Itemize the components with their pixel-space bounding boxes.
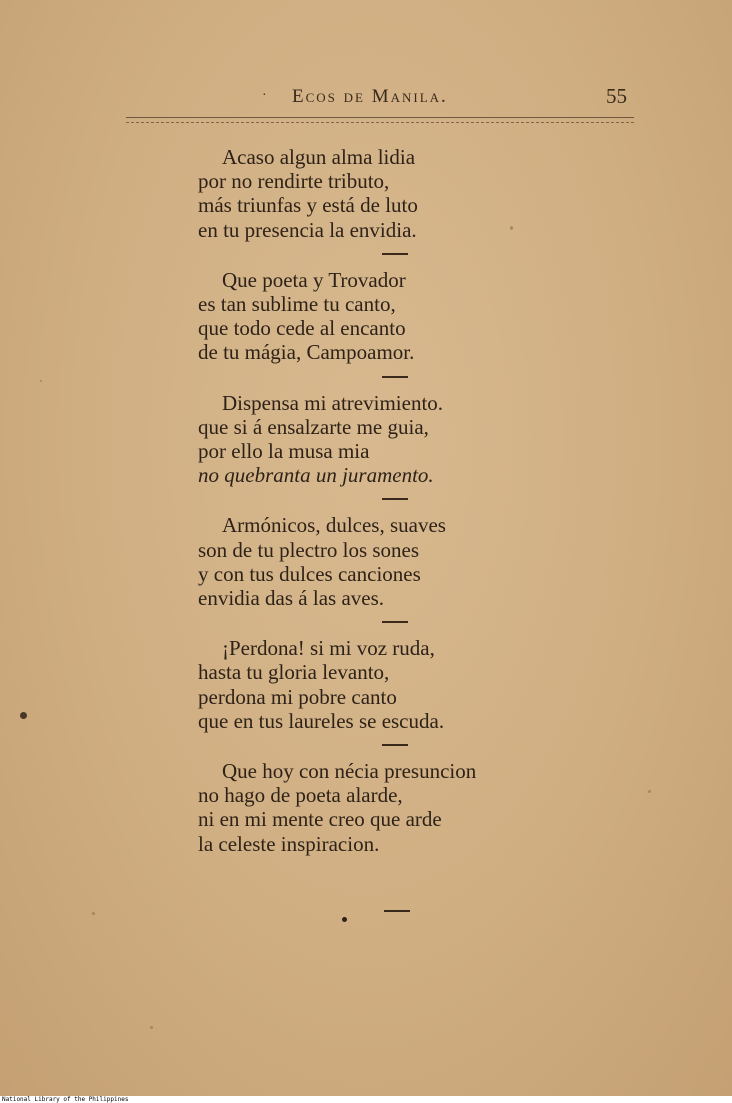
poem-line: Acaso algun alma lidia	[222, 145, 416, 169]
poem-line: la celeste inspiracion.	[198, 831, 380, 856]
poem-line: ¡Perdona! si mi voz ruda,	[222, 636, 435, 661]
stanza	[198, 759, 558, 856]
paper-speck	[150, 1026, 153, 1029]
poem-line: ni en mi mente creo que arde	[198, 807, 442, 832]
poem-line: de tu mágia, Campoamor.	[198, 340, 415, 365]
stanza	[198, 636, 558, 733]
poem-line: no hago de poeta alarde,	[198, 783, 403, 808]
poem-line: no quebranta un juramento.	[198, 463, 434, 488]
paper-speck	[40, 380, 42, 382]
stanza-separator	[382, 621, 408, 623]
poem-line: Dispensa mi atrevimiento.	[222, 390, 444, 415]
library-credit: National Library of the Philippines	[2, 1096, 129, 1103]
end-separator	[384, 910, 410, 912]
stanza-separator	[382, 498, 408, 500]
poem-line: en tu presencia la envidia.	[198, 217, 417, 242]
poem-line: que en tus laureles se escuda.	[198, 708, 445, 733]
poem-line: son de tu plectro los sones	[198, 537, 420, 562]
poem-line: Armónicos, dulces, suaves	[222, 513, 446, 538]
page-number: 55	[606, 84, 627, 108]
poem-line: que si á ensalzarte me guia,	[198, 414, 429, 439]
poem-line: hasta tu gloria levanto,	[198, 660, 390, 685]
poem-line: envidia das á las aves.	[198, 586, 385, 611]
poem-line: por ello la musa mia	[198, 439, 370, 464]
header-rule	[126, 117, 634, 123]
poem-line: Que hoy con nécia presuncion	[222, 759, 477, 784]
paper-speck	[92, 912, 95, 915]
poem-line: y con tus dulces canciones	[198, 561, 421, 586]
running-header	[0, 86, 732, 112]
poem-body	[198, 145, 558, 856]
paper-speck	[648, 790, 651, 793]
stanza	[198, 145, 558, 242]
poem-line: por no rendirte tributo,	[198, 169, 390, 194]
poem-line: perdona mi pobre canto	[198, 684, 397, 709]
end-dot	[342, 917, 347, 922]
stanza	[198, 268, 558, 365]
poem-line: más triunfas y está de luto	[198, 193, 418, 218]
stanza-separator	[382, 376, 408, 378]
paper-speck	[20, 712, 27, 719]
poem-line: Que poeta y Trovador	[222, 267, 406, 292]
header-bullet: ·	[262, 88, 267, 103]
stanza-separator	[382, 744, 408, 746]
stanza	[198, 391, 558, 488]
stanza	[198, 513, 558, 610]
stanza-separator	[382, 253, 408, 255]
header-title: Ecos de Manila.	[292, 86, 448, 107]
poem-line: es tan sublime tu canto,	[198, 292, 396, 317]
poem-line: que todo cede al encanto	[198, 316, 406, 341]
